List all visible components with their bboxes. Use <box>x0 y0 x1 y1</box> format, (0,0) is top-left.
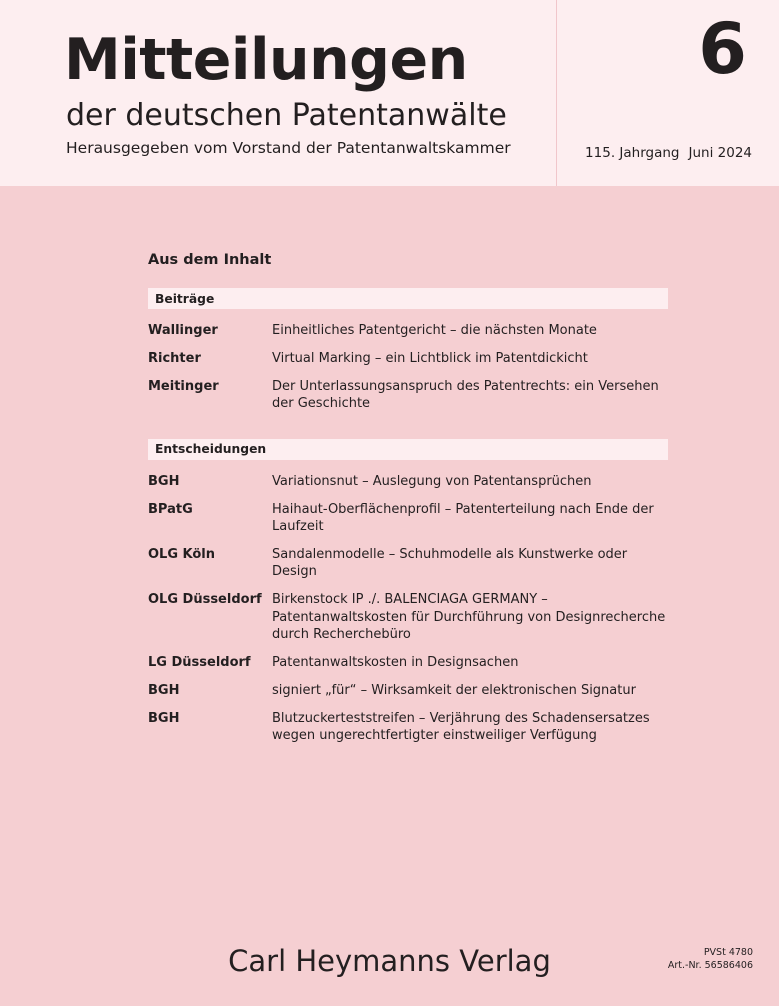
issue-date: Juni 2024 <box>688 145 752 161</box>
entry-title: Haihaut-Oberflächenprofil – Patenterteilung nach Ende der Laufzeit <box>272 501 654 534</box>
list-item[interactable] <box>148 322 668 339</box>
list-item[interactable] <box>148 473 668 490</box>
section-header-entscheidungen <box>148 439 668 460</box>
list-item[interactable] <box>148 546 668 580</box>
journal-subtitle: der deutschen Patentanwälte <box>66 98 507 133</box>
article-number: Art.-Nr. 56586406 <box>667 959 753 971</box>
entry-title: Patentanwaltskosten in Designsachen <box>272 654 519 670</box>
list-item[interactable] <box>148 591 668 642</box>
list-item[interactable] <box>148 350 668 367</box>
section-spacer <box>148 424 668 439</box>
entry-title: Virtual Marking – ein Lichtblick im Patentdickicht <box>272 351 588 367</box>
entry-author: OLG Köln <box>148 547 216 563</box>
list-item[interactable] <box>148 710 668 744</box>
entry-title: Sandalenmodelle – Schuhmodelle als Kunstwerke oder Design <box>272 547 628 580</box>
entry-author: BGH <box>148 683 180 699</box>
entry-title: Birkenstock IP ./. BALENCIAGA GERMANY – Patentanwaltskosten für Durchführung von Designrecherche durch Recherchebüro <box>272 592 666 642</box>
contents-heading: Aus dem Inhalt <box>148 252 272 268</box>
entry-author: Richter <box>148 351 201 367</box>
entry-author: LG Düsseldorf <box>148 654 251 670</box>
pvst-code: PVSt 4780 <box>703 947 753 958</box>
entry-title: Variationsnut – Auslegung von Patentansprüchen <box>272 473 592 489</box>
footer-codes <box>668 947 753 973</box>
list-item[interactable] <box>148 378 668 412</box>
masthead-title-block <box>0 0 556 186</box>
entry-author: BGH <box>148 711 180 727</box>
list-item[interactable] <box>148 682 668 699</box>
publisher-name: Carl Heymanns Verlag <box>228 944 551 978</box>
journal-title: Mitteilungen <box>64 27 468 93</box>
list-item[interactable] <box>148 501 668 535</box>
list-item[interactable] <box>148 654 668 671</box>
masthead <box>0 0 779 186</box>
issue-number: 6 <box>698 8 747 90</box>
entry-title: Einheitliches Patentgericht – die nächsten Monate <box>272 323 597 338</box>
entry-title: Blutzuckerteststreifen – Verjährung des Schadensersatzes wegen ungerechtfertigter einstweiliger Verfügung <box>272 711 650 744</box>
entry-title: signiert „für“ – Wirksamkeit der elektronischen Signatur <box>272 683 636 699</box>
issue-meta <box>585 145 752 161</box>
entry-author: Wallinger <box>148 323 218 338</box>
entry-author: BGH <box>148 473 180 489</box>
entry-author: Meitinger <box>148 379 219 395</box>
entry-author: OLG Düsseldorf <box>148 592 262 608</box>
section-label: Entscheidungen <box>155 442 267 457</box>
section-label: Beiträge <box>155 291 215 306</box>
journal-publisher-line: Herausgegeben vom Vorstand der Patentanwaltskammer <box>66 139 511 157</box>
entry-author: BPatG <box>148 501 193 517</box>
entry-title: Der Unterlassungsanspruch des Patentrechts: ein Versehen der Geschichte <box>272 379 659 412</box>
issue-volume: 115. Jahrgang <box>585 145 680 161</box>
table-of-contents <box>148 252 668 756</box>
masthead-issue-block <box>556 0 779 186</box>
section-header-beitraege <box>148 288 668 309</box>
